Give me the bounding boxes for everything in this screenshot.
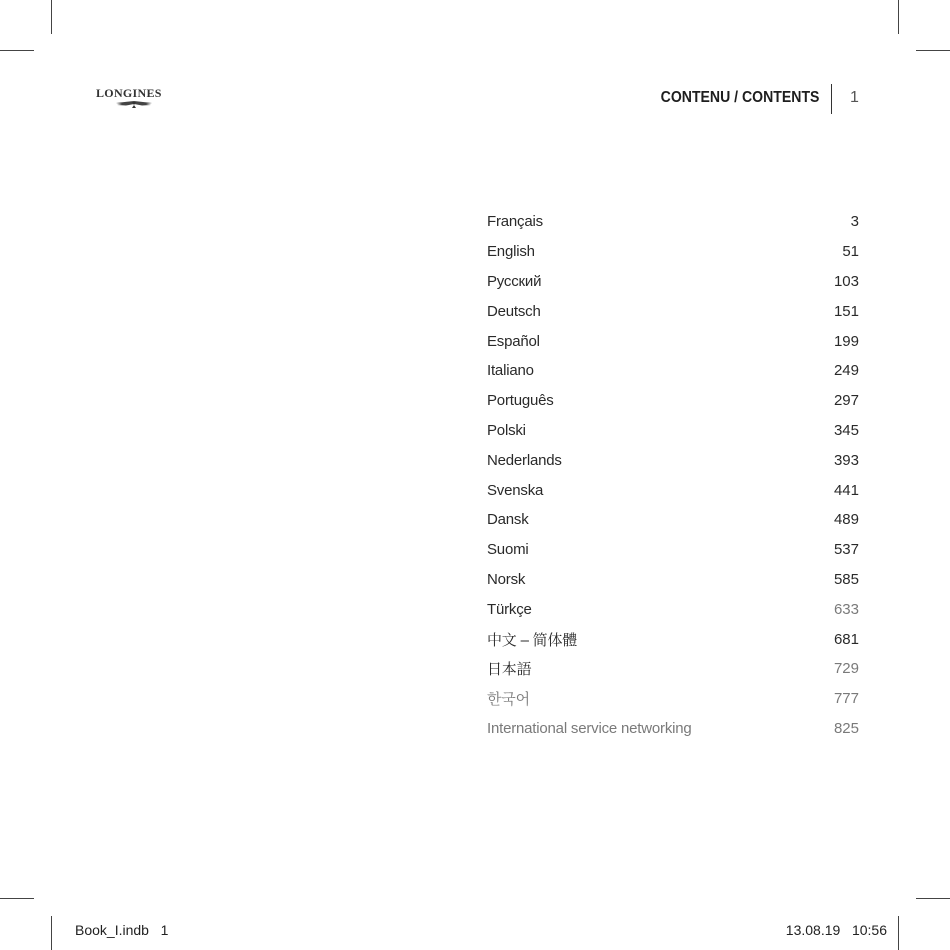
toc-item-nederlands[interactable] xyxy=(487,445,859,475)
toc-page: 51 xyxy=(842,243,859,261)
footer-file-name: Book_I.indb 1 xyxy=(75,922,169,938)
crop-mark-bottom-right-vertical xyxy=(898,916,899,950)
toc-item-svenska[interactable] xyxy=(487,475,859,505)
toc-page: 297 xyxy=(833,392,859,410)
toc-page: 393 xyxy=(833,451,859,469)
toc-page: 729 xyxy=(833,660,859,678)
toc-page: 681 xyxy=(833,630,859,648)
toc-language: Polski xyxy=(487,421,526,439)
toc-language: Nederlands xyxy=(487,451,562,469)
toc-language: Suomi xyxy=(487,541,529,559)
toc-page: 585 xyxy=(833,570,859,588)
toc-page: 633 xyxy=(833,600,859,618)
toc-item-francais[interactable] xyxy=(487,207,859,237)
toc-language: English xyxy=(487,243,535,261)
crop-mark-top-left-vertical xyxy=(51,0,52,34)
toc-language: 中文 – 简体體 xyxy=(487,631,578,649)
toc-item-norsk[interactable] xyxy=(487,565,859,595)
toc-page: 199 xyxy=(833,332,859,350)
toc-page: 825 xyxy=(833,719,859,737)
toc-language: Русский xyxy=(487,272,542,290)
toc-page: 537 xyxy=(833,541,859,559)
crop-mark-top-right-horizontal xyxy=(916,50,950,51)
toc-item-deutsch[interactable] xyxy=(487,296,859,326)
header-divider xyxy=(831,84,832,114)
toc-item-polski[interactable] xyxy=(487,416,859,446)
toc-item-espanol[interactable] xyxy=(487,326,859,356)
brand-name: LONGINES xyxy=(96,86,162,100)
crop-mark-top-left-horizontal xyxy=(0,50,34,51)
toc-language: Svenska xyxy=(487,481,544,499)
page-title: CONTENU / CONTENTS xyxy=(660,89,819,106)
toc-page: 249 xyxy=(833,362,859,380)
toc-item-italiano[interactable] xyxy=(487,356,859,386)
toc-item-english[interactable] xyxy=(487,237,859,267)
toc-language: International service networking xyxy=(487,719,692,737)
toc-language: Français xyxy=(487,213,543,231)
crop-mark-bottom-left-horizontal xyxy=(0,898,34,899)
toc-language: 한국어 xyxy=(487,691,530,709)
toc-item-russian[interactable] xyxy=(487,267,859,297)
toc-language: 日本語 xyxy=(487,661,532,679)
toc-item-portugues[interactable] xyxy=(487,386,859,416)
toc-language: Dansk xyxy=(487,511,529,529)
toc-page: 345 xyxy=(833,421,859,439)
toc-page: 489 xyxy=(833,511,859,529)
toc-item-chinese[interactable] xyxy=(487,624,859,654)
toc-item-korean[interactable] xyxy=(487,684,859,714)
toc-language: Italiano xyxy=(487,362,534,380)
toc-page: 3 xyxy=(850,213,859,231)
toc-page: 151 xyxy=(833,302,859,320)
crop-mark-bottom-right-horizontal xyxy=(916,898,950,899)
toc-item-japanese[interactable] xyxy=(487,654,859,684)
toc-page: 441 xyxy=(833,481,859,499)
toc-language: Deutsch xyxy=(487,302,541,320)
toc-language: Türkçe xyxy=(487,600,532,618)
toc-language: Norsk xyxy=(487,570,526,588)
footer-datetime: 13.08.19 10:56 xyxy=(785,922,887,938)
toc-item-dansk[interactable] xyxy=(487,505,859,535)
page-number: 1 xyxy=(850,89,859,106)
brand-logo xyxy=(96,86,180,112)
table-of-contents xyxy=(487,207,859,743)
toc-page: 777 xyxy=(833,690,859,708)
crop-mark-top-right-vertical xyxy=(898,0,899,34)
toc-language: Português xyxy=(487,392,554,410)
winged-hourglass-icon xyxy=(114,99,154,109)
toc-item-turkce[interactable] xyxy=(487,594,859,624)
toc-language: Español xyxy=(487,332,540,350)
crop-mark-bottom-left-vertical xyxy=(51,916,52,950)
toc-page: 103 xyxy=(833,272,859,290)
toc-item-suomi[interactable] xyxy=(487,535,859,565)
toc-item-international-service[interactable] xyxy=(487,714,859,744)
